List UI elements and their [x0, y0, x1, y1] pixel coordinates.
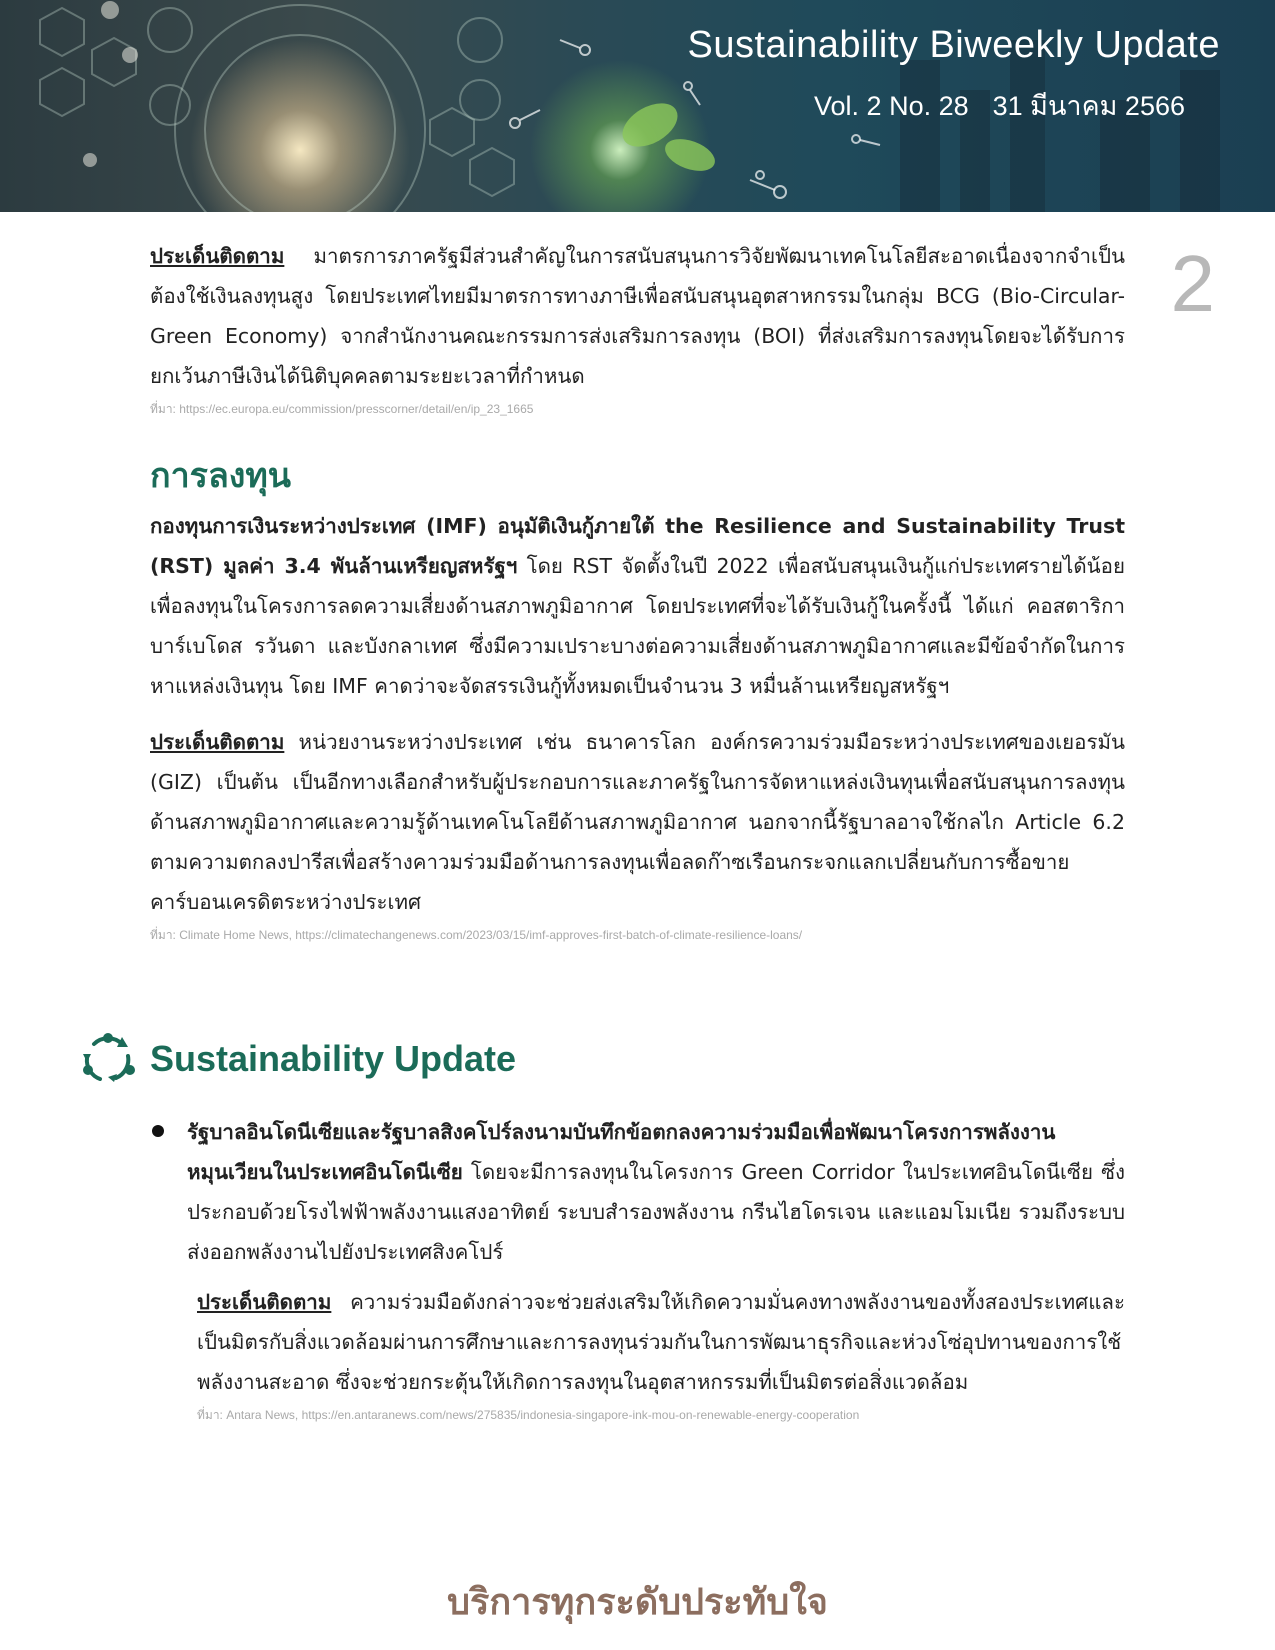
investment-text: โดย RST จัดตั้งในปี 2022 เพื่อสนับสนุนเงินกู้แก่ประเทศรายได้น้อยเพื่อลงทุนในโครงการลดความเสี่ยงด้านสภาพภูมิอากาศ โดยประเทศที่จะได้รับเงินกู้ในครั้งนี้ ได้แก่ คอสตาริกา บาร์เบโดส รวันดา และบังกลาเทศ ซึ่งมีความเปราะบางต่อความเสี่ยงด้านสภาพภูมิอากาศและมีข้อจำกัดในการหาแหล่งเงินทุน โดย IMF คาดว่าจะจัดสรรเงินกู้ทั้งหมดเป็นจำนวน 3 หมื่นล้านเหรียญสหรัฐฯ	[150, 554, 1125, 698]
section-heading-investment: การลงทุน	[150, 456, 292, 496]
section-heading-sustainability: Sustainability Update	[150, 1038, 517, 1079]
bullet-icon	[152, 1125, 164, 1137]
tracking-block-1	[150, 236, 1125, 419]
sustainability-tracking	[197, 1282, 1125, 1425]
newsletter-title: Sustainability Biweekly Update	[687, 24, 1220, 66]
source-citation: ที่มา: Climate Home News, https://climatechangenews.com/2023/03/15/imf-approves-first-batch-of-climate-resilience-loans/	[150, 928, 803, 942]
tracking-text: มาตรการภาครัฐมีส่วนสำคัญในการสนับสนุนการวิจัยพัฒนาเทคโนโลยีสะอาดเนื่องจากจำเป็นต้องใช้เงินลงทุนสูง โดยประเทศไทยมีมาตรการทางภาษีเพื่อสนับสนุนอุตสาหกรรมในกลุ่ม BCG (Bio-Circular-Green Economy) จากสำนักงานคณะกรรมการส่งเสริมการลงทุน (BOI) ที่ส่งเสริมการลงทุนโดยจะได้รับการยกเว้นภาษีเงินได้นิติบุคคลตามระยะเวลาที่กำหนด	[150, 244, 1125, 388]
issue-volume: Vol. 2 No. 28	[814, 91, 969, 121]
investment-lead: กองทุนการเงินระหว่างประเทศ (IMF) อนุมัติเงินกู้ภายใต้ the Resilience and Sustainability Trust (RST) มูลค่า 3.4 พันล้านเหรียญสหรัฐฯ	[150, 514, 1125, 578]
tracking-tag: ประเด็นติดตาม	[150, 244, 285, 268]
tracking-paragraph	[150, 236, 1125, 396]
tracking-paragraph	[197, 1282, 1125, 1402]
issue-date: 31 มีนาคม 2566	[992, 91, 1185, 121]
source-citation: ที่มา: https://ec.europa.eu/commission/presscorner/detail/en/ip_23_1665	[150, 402, 534, 416]
tracking-text: ความร่วมมือดังกล่าวจะช่วยส่งเสริมให้เกิดความมั่นคงทางพลังงานของทั้งสองประเทศและเป็นมิตรกับสิ่งแวดล้อมผ่านการศึกษาและการลงทุนร่วมกันในการพัฒนาธุรกิจและห่วงโซ่อุปทานของการใช้พลังงานสะอาด ซึ่งจะช่วยกระตุ้นให้เกิดการลงทุนในอุตสาหกรรมที่เป็นมิตรต่อสิ่งแวดล้อม	[197, 1290, 1125, 1394]
sustainability-item-paragraph	[187, 1112, 1125, 1272]
tracking-tag: ประเด็นติดตาม	[150, 730, 285, 754]
tracking-tag: ประเด็นติดตาม	[197, 1290, 332, 1314]
sustainability-item-lead: รัฐบาลอินโดนีเซียและรัฐบาลสิงคโปร์ลงนามบันทึกข้อตกลงความร่วมมือเพื่อพัฒนาโครงการพลังงานหมุนเวียนในประเทศอินโดนีเซีย	[187, 1120, 1056, 1184]
sustainability-item-text: โดยจะมีการลงทุนในโครงการ Green Corridor ในประเทศอินโดนีเซีย ซึ่งประกอบด้วยโรงไฟฟ้าพลังงานแสงอาทิตย์ ระบบสำรองพลังงาน กรีนไฮโดรเจน และแอมโมเนีย รวมถึงระบบส่งออกพลังงานไปยังประเทศสิงคโปร์	[187, 1160, 1125, 1264]
page-number: 2	[1170, 239, 1215, 328]
sustainability-item	[187, 1112, 1125, 1272]
investment-tracking	[150, 722, 1125, 922]
investment-paragraph	[150, 506, 1125, 706]
issue-info	[790, 84, 1185, 127]
investment-section	[150, 448, 1125, 945]
tracking-text: หน่วยงานระหว่างประเทศ เช่น ธนาคารโลก องค์กรความร่วมมือระหว่างประเทศของเยอรมัน (GIZ) เป็นต้น เป็นอีกทางเลือกสำหรับผู้ประกอบการและภาครัฐในการจัดหาแหล่งเงินทุนเพื่อสนับสนุนการลงทุนด้านสภาพภูมิอากาศและความรู้ด้านเทคโนโลยีด้านสภาพภูมิอากาศ นอกจากนี้รัฐบาลอาจใช้กลไก Article 6.2 ตามความตกลงปารีสเพื่อสร้างคาวมร่วมมือด้านการลงทุนเพื่อลดก๊าซเรือนกระจกแลกเปลี่ยนกับการซื้อขายคาร์บอนเครดิตระหว่างประเทศ	[150, 730, 1125, 914]
source-citation: ที่มา: Antara News, https://en.antaranews.com/news/275835/indonesia-singapore-ink-mou-on-renewable-energy-cooperation	[197, 1408, 860, 1422]
header-banner	[0, 0, 1275, 212]
footer-slogan: บริการทุกระดับประทับใจ	[447, 1582, 828, 1623]
cycle-icon	[80, 1032, 136, 1088]
